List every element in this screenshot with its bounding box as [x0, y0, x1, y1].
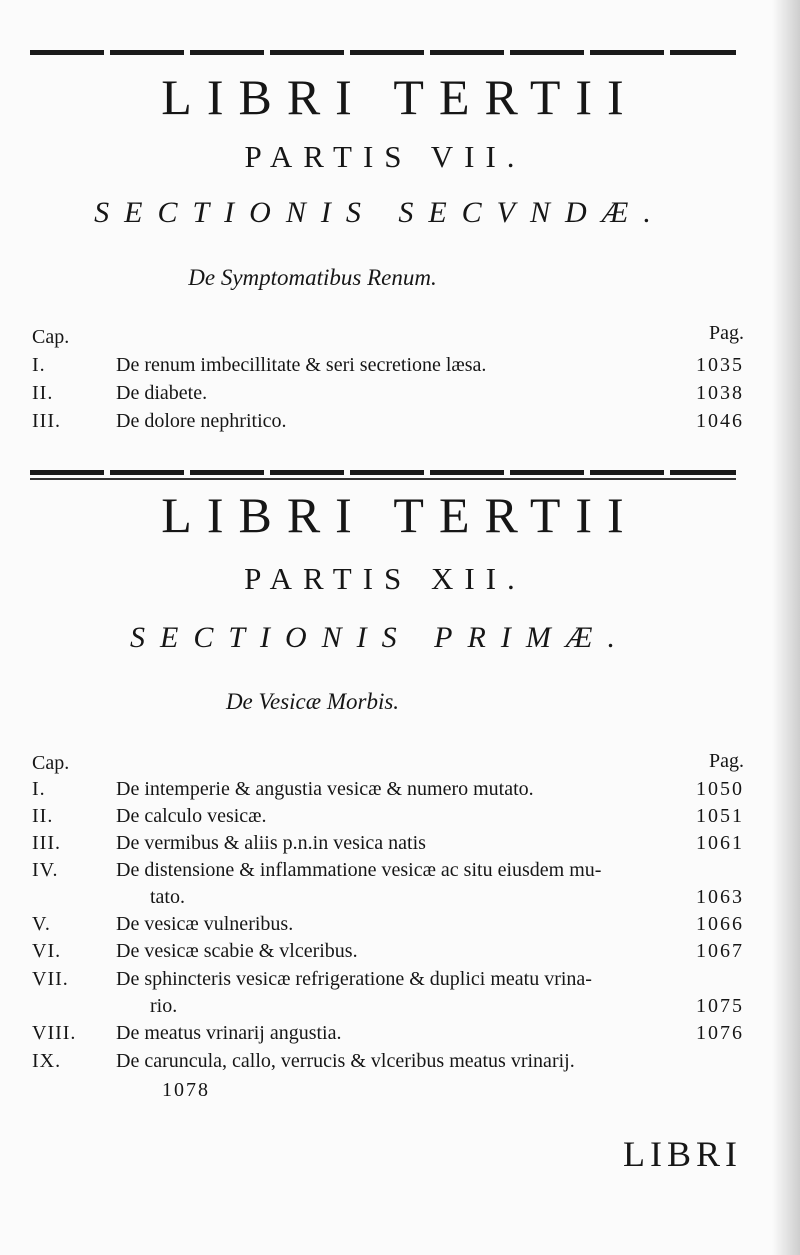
chapter-title: 1078 [162, 1079, 210, 1101]
section-1-section: SECTIONIS SECVNDÆ. [94, 196, 666, 229]
toc-row [32, 830, 744, 856]
toc-row [32, 993, 744, 1019]
toc-row [32, 857, 744, 883]
chapter-title: rio. [150, 995, 178, 1017]
page-number: 1067 [696, 940, 744, 962]
chapter-number: V. [32, 913, 51, 935]
section-1-part: PARTIS VII. [244, 139, 526, 174]
section-1-cap-label: Cap. [32, 326, 70, 348]
section-1-pag-label: Pag. [709, 322, 744, 344]
chapter-title: De dolore nephritico. [116, 410, 287, 432]
chapter-title: De vesicæ scabie & vlceribus. [116, 940, 358, 962]
page-number: 1038 [696, 382, 744, 404]
chapter-title: tato. [150, 886, 185, 908]
middle-rule [30, 470, 736, 475]
page-number: 1050 [696, 778, 744, 800]
toc-row [32, 408, 744, 434]
page-number: 1075 [696, 995, 744, 1017]
chapter-number: III. [32, 410, 61, 432]
chapter-number: IX. [32, 1050, 62, 1072]
chapter-number: IV. [32, 859, 59, 881]
page-number: 1066 [696, 913, 744, 935]
toc-row [32, 352, 744, 378]
page-number: 1061 [696, 832, 744, 854]
chapter-number: VII. [32, 968, 69, 990]
toc-row [32, 1077, 744, 1103]
chapter-title: De intemperie & angustia vesicæ & numero mutato. [116, 778, 534, 800]
section-2-heading: LIBRI TERTII [161, 487, 639, 543]
toc-row [32, 380, 744, 406]
section-2-part: PARTIS XII. [244, 561, 526, 596]
chapter-number: I. [32, 778, 46, 800]
chapter-title: De vermibus & aliis p.n.in vesica natis [116, 832, 426, 854]
catchword: LIBRI [623, 1134, 742, 1174]
toc-row [32, 1020, 744, 1046]
page-number: 1063 [696, 886, 744, 908]
chapter-number: III. [32, 832, 61, 854]
middle-rule-thin [30, 478, 736, 480]
chapter-title: De meatus vrinarij angustia. [116, 1022, 342, 1044]
toc-row [32, 966, 744, 992]
page-number: 1035 [696, 354, 744, 376]
section-1-heading: LIBRI TERTII [161, 69, 639, 125]
page-number: 1076 [696, 1022, 744, 1044]
section-2-subject: De Vesicæ Morbis. [225, 689, 400, 714]
page-edge-shadow [772, 0, 800, 1255]
chapter-title: De calculo vesicæ. [116, 805, 267, 827]
chapter-title: De renum imbecillitate & seri secretione læsa. [116, 354, 487, 376]
chapter-title: De diabete. [116, 382, 208, 404]
top-rule [30, 50, 736, 55]
toc-row [32, 911, 744, 937]
toc-row [32, 776, 744, 802]
chapter-number: VI. [32, 940, 62, 962]
chapter-number: II. [32, 805, 54, 827]
chapter-title: De vesicæ vulneribus. [116, 913, 294, 935]
section-2-cap-label: Cap. [32, 752, 70, 774]
page-number: 1046 [696, 410, 744, 432]
chapter-number: I. [32, 354, 46, 376]
chapter-title: De distensione & inflammatione vesicæ ac situ eiusdem mu- [116, 859, 602, 881]
toc-row [32, 884, 744, 910]
toc-row [32, 803, 744, 829]
chapter-title: De sphincteris vesicæ refrigeratione & duplici meatu vrina- [116, 968, 592, 990]
section-2-pag-label: Pag. [709, 750, 744, 772]
chapter-title: De caruncula, callo, verrucis & vlceribus meatus vrinarij. [116, 1050, 575, 1072]
chapter-number: II. [32, 382, 54, 404]
page-number: 1051 [696, 805, 744, 827]
chapter-number: VIII. [32, 1022, 77, 1044]
section-2-section: SECTIONIS PRIMÆ. [130, 621, 630, 654]
toc-row [32, 938, 744, 964]
section-1-subject: De Symptomatibus Renum. [188, 265, 437, 290]
toc-row [32, 1048, 744, 1074]
